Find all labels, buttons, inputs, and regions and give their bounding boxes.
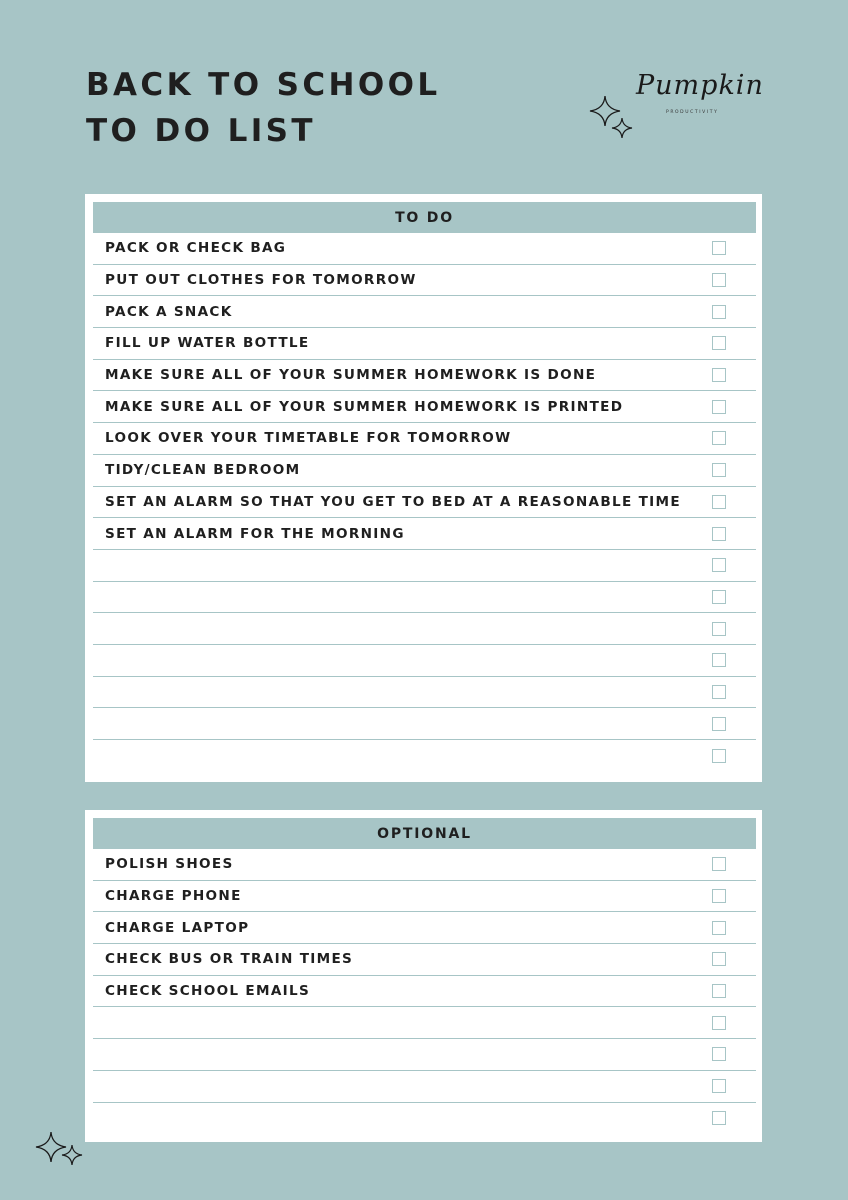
todo-row <box>93 265 756 297</box>
logo-subtitle: PRODUCTIVITY <box>666 110 719 115</box>
title-line-2: TO DO LIST <box>86 113 316 149</box>
todo-list <box>93 233 756 772</box>
checkbox[interactable] <box>712 368 726 382</box>
optional-row <box>93 1007 756 1039</box>
item-label: LOOK OVER YOUR TIMETABLE FOR TOMORROW <box>105 430 512 447</box>
todo-row <box>93 677 756 709</box>
optional-row <box>93 881 756 913</box>
todo-card <box>85 194 762 782</box>
checkbox[interactable] <box>712 273 726 287</box>
item-label: CHARGE LAPTOP <box>105 919 250 936</box>
todo-row <box>93 613 756 645</box>
todo-row <box>93 582 756 614</box>
item-label: MAKE SURE ALL OF YOUR SUMMER HOMEWORK IS PRINTED <box>105 398 624 415</box>
checkbox[interactable] <box>712 463 726 477</box>
checkbox[interactable] <box>712 558 726 572</box>
checkbox[interactable] <box>712 1111 726 1125</box>
item-label: PACK A SNACK <box>105 303 233 320</box>
todo-row <box>93 328 756 360</box>
sparkle-icon <box>60 1143 84 1167</box>
checkbox[interactable] <box>712 305 726 319</box>
optional-list <box>93 849 756 1134</box>
item-label: PUT OUT CLOTHES FOR TOMORROW <box>105 272 417 289</box>
checkbox[interactable] <box>712 1016 726 1030</box>
checkbox[interactable] <box>712 653 726 667</box>
checkbox[interactable] <box>712 527 726 541</box>
todo-header: TO DO <box>93 202 756 233</box>
optional-row <box>93 1039 756 1071</box>
title-line-1: BACK TO SCHOOL <box>86 67 441 103</box>
optional-row <box>93 912 756 944</box>
checkbox[interactable] <box>712 400 726 414</box>
item-label: SET AN ALARM SO THAT YOU GET TO BED AT A REASONABLE TIME <box>105 493 681 510</box>
item-label: TIDY/CLEAN BEDROOM <box>105 462 301 479</box>
todo-row <box>93 296 756 328</box>
todo-row <box>93 518 756 550</box>
item-label: FILL UP WATER BOTTLE <box>105 335 310 352</box>
todo-row <box>93 550 756 582</box>
item-label: SET AN ALARM FOR THE MORNING <box>105 525 405 542</box>
todo-row <box>93 360 756 392</box>
checkbox[interactable] <box>712 1047 726 1061</box>
sparkle-icon <box>610 116 634 140</box>
todo-row <box>93 423 756 455</box>
checkbox[interactable] <box>712 336 726 350</box>
todo-row <box>93 455 756 487</box>
todo-row <box>93 740 756 772</box>
checkbox[interactable] <box>712 495 726 509</box>
checkbox[interactable] <box>712 921 726 935</box>
checkbox[interactable] <box>712 590 726 604</box>
checkbox[interactable] <box>712 685 726 699</box>
checkbox[interactable] <box>712 749 726 763</box>
item-label: POLISH SHOES <box>105 856 234 873</box>
item-label: CHECK BUS OR TRAIN TIMES <box>105 951 354 968</box>
checkbox[interactable] <box>712 241 726 255</box>
todo-row <box>93 645 756 677</box>
checkbox[interactable] <box>712 984 726 998</box>
page-title <box>86 62 441 154</box>
checkbox[interactable] <box>712 622 726 636</box>
todo-row <box>93 708 756 740</box>
brand-logo <box>588 70 773 150</box>
checkbox[interactable] <box>712 1079 726 1093</box>
checkbox[interactable] <box>712 952 726 966</box>
item-label: PACK OR CHECK BAG <box>105 240 287 257</box>
item-label: CHARGE PHONE <box>105 888 242 905</box>
optional-row <box>93 976 756 1008</box>
item-label: MAKE SURE ALL OF YOUR SUMMER HOMEWORK IS DONE <box>105 367 597 384</box>
optional-row <box>93 1103 756 1135</box>
logo-script-text: Pumpkin <box>636 70 764 101</box>
checkbox[interactable] <box>712 431 726 445</box>
optional-row <box>93 849 756 881</box>
item-label: CHECK SCHOOL EMAILS <box>105 983 311 1000</box>
checkbox[interactable] <box>712 889 726 903</box>
todo-row <box>93 391 756 423</box>
optional-row <box>93 944 756 976</box>
optional-row <box>93 1071 756 1103</box>
todo-row <box>93 487 756 519</box>
checkbox[interactable] <box>712 717 726 731</box>
optional-card <box>85 810 762 1142</box>
todo-row <box>93 233 756 265</box>
checkbox[interactable] <box>712 857 726 871</box>
optional-header: OPTIONAL <box>93 818 756 849</box>
